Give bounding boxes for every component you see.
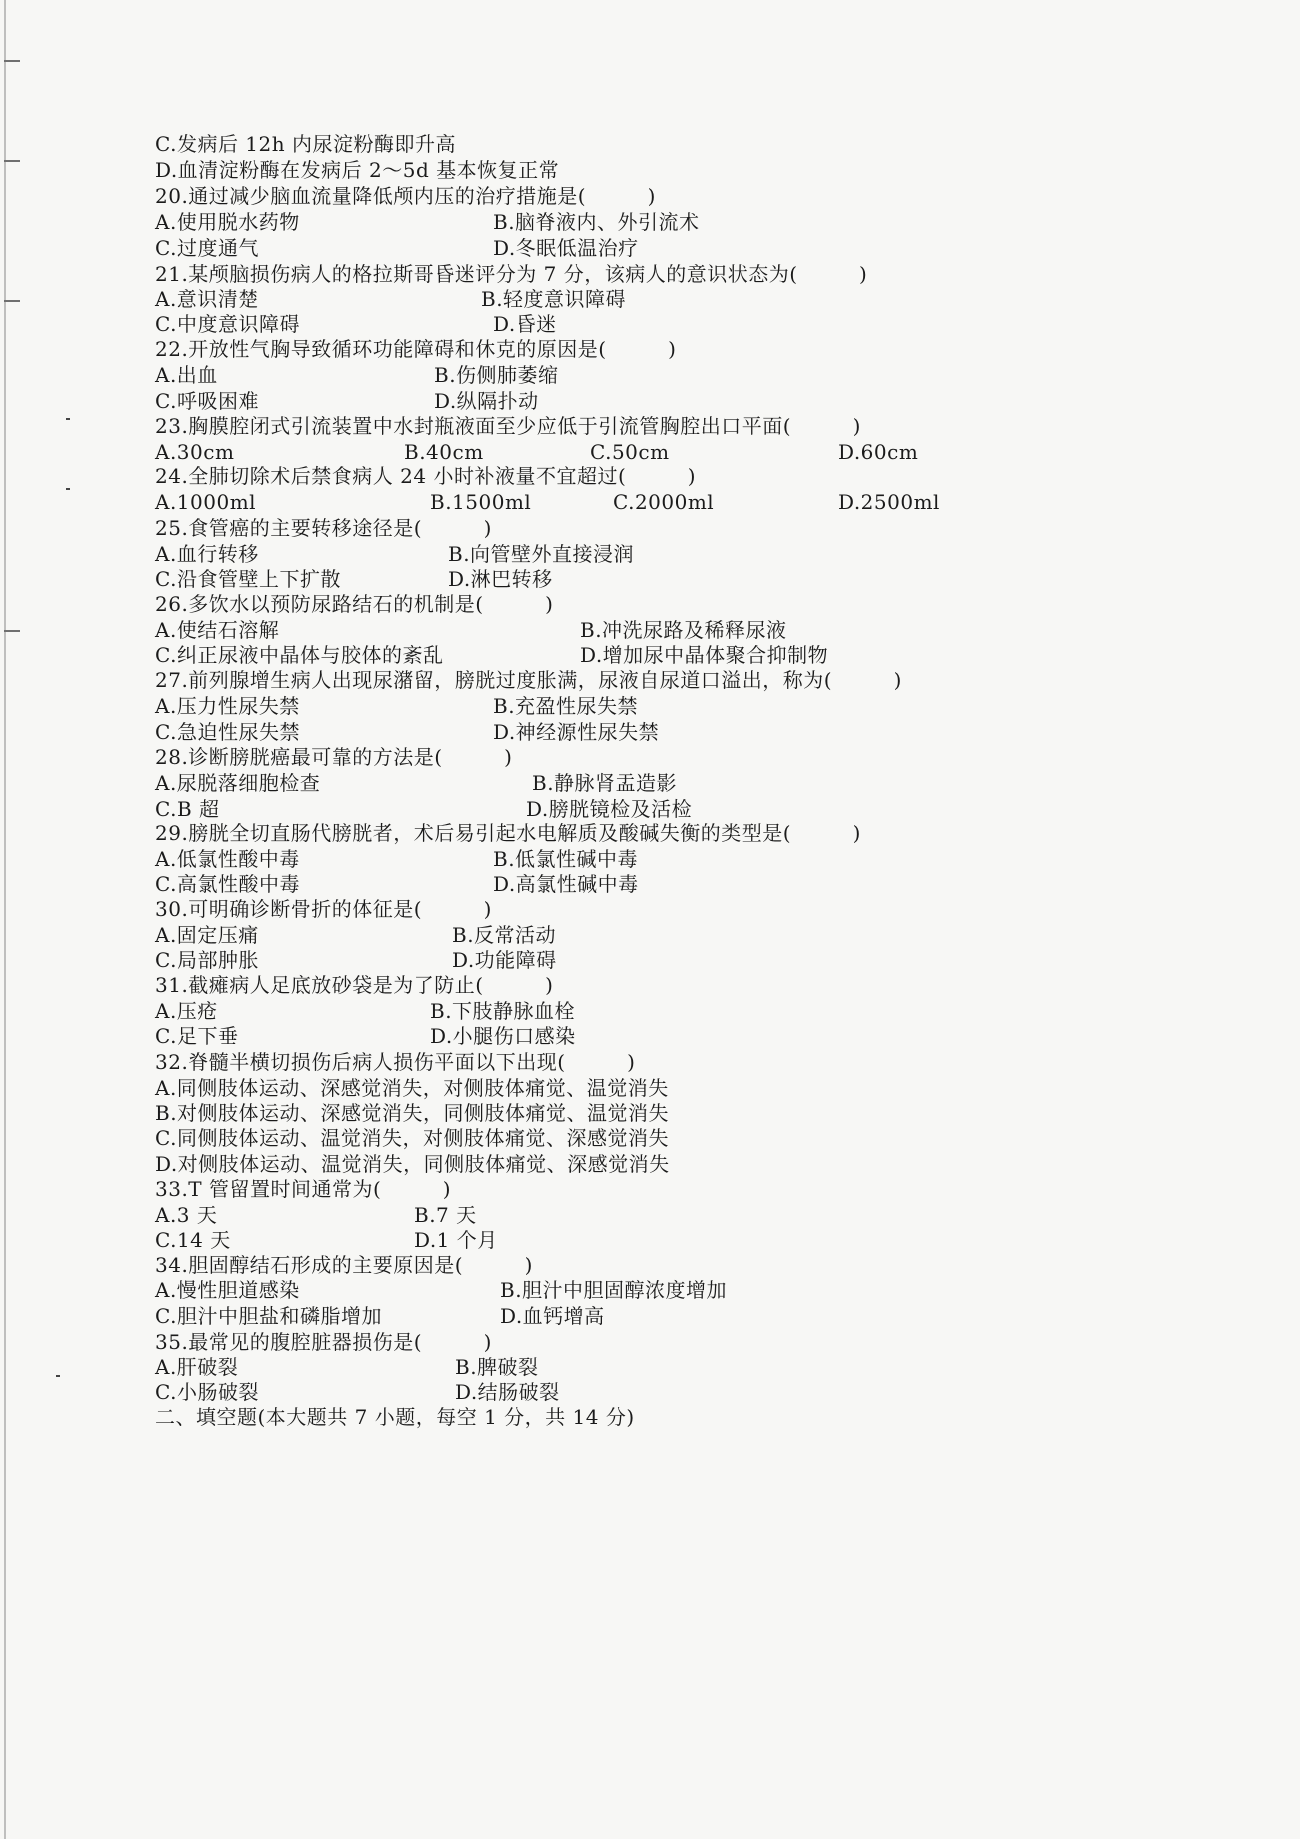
text-line: 34.胆固醇结石形成的主要原因是( ) <box>155 1253 533 1277</box>
text-line: C.小肠破裂 <box>155 1380 259 1404</box>
text-line: C.2000ml <box>613 490 715 514</box>
text-line: D.功能障碍 <box>452 948 557 972</box>
text-line: A.意识清楚 <box>155 287 259 311</box>
text-line: D.昏迷 <box>493 312 557 336</box>
text-line: C.高氯性酸中毒 <box>155 872 300 896</box>
text-line: B.胆汁中胆固醇浓度增加 <box>500 1278 728 1302</box>
text-line: C.呼吸困难 <box>155 389 259 413</box>
text-line: D.结肠破裂 <box>455 1380 560 1404</box>
text-line: 30.可明确诊断骨折的体征是( ) <box>155 897 492 921</box>
scan-speck <box>66 488 70 490</box>
text-line: A.3 天 <box>155 1203 218 1227</box>
text-line: A.低氯性酸中毒 <box>155 847 300 871</box>
text-line: A.压力性尿失禁 <box>155 694 300 718</box>
text-line: 26.多饮水以预防尿路结石的机制是( ) <box>155 592 554 616</box>
text-line: D.对侧肢体运动、温觉消失，同侧肢体痛觉、深感觉消失 <box>155 1152 670 1176</box>
text-line: C.局部肿胀 <box>155 948 259 972</box>
text-line: 32.脊髓半横切损伤后病人损伤平面以下出现( ) <box>155 1050 636 1074</box>
text-line: A.固定压痛 <box>155 923 259 947</box>
text-line: B.静脉肾盂造影 <box>532 771 678 795</box>
text-line: 21.某颅脑损伤病人的格拉斯哥昏迷评分为 7 分，该病人的意识状态为( ) <box>155 262 868 286</box>
text-line: C.纠正尿液中晶体与胶体的紊乱 <box>155 643 444 667</box>
text-line: B.7 天 <box>414 1203 477 1227</box>
text-line: 33.T 管留置时间通常为( ) <box>155 1177 452 1201</box>
text-line: C.同侧肢体运动、温觉消失，对侧肢体痛觉、深感觉消失 <box>155 1126 669 1150</box>
text-line: A.慢性胆道感染 <box>155 1278 300 1302</box>
text-line: 31.截瘫病人足底放砂袋是为了防止( ) <box>155 973 554 997</box>
text-line: A.压疮 <box>155 999 218 1023</box>
text-line: C.急迫性尿失禁 <box>155 720 300 744</box>
text-line: 22.开放性气胸导致循环功能障碍和休克的原因是( ) <box>155 337 677 361</box>
text-line: A.肝破裂 <box>155 1355 239 1379</box>
text-line: D.增加尿中晶体聚合抑制物 <box>580 643 829 667</box>
text-line: D.血钙增高 <box>500 1304 605 1328</box>
text-line: C.中度意识障碍 <box>155 312 300 336</box>
text-line: D.冬眠低温治疗 <box>493 236 639 260</box>
text-line: C.50cm <box>590 440 670 464</box>
text-line: A.使用脱水药物 <box>155 210 300 234</box>
text-line: D.神经源性尿失禁 <box>493 720 660 744</box>
text-line: C.14 天 <box>155 1228 231 1252</box>
text-line: 20.通过减少脑血流量降低颅内压的治疗措施是( ) <box>155 184 656 208</box>
text-line: D.血清淀粉酶在发病后 2～5d 基本恢复正常 <box>155 158 560 182</box>
text-line: C.胆汁中胆盐和磷脂增加 <box>155 1304 382 1328</box>
edge-mark <box>4 300 20 302</box>
text-line: B.脑脊液内、外引流术 <box>493 210 700 234</box>
text-line: D.2500ml <box>838 490 940 514</box>
text-line: B.1500ml <box>430 490 532 514</box>
text-line: A.同侧肢体运动、深感觉消失，对侧肢体痛觉、温觉消失 <box>155 1076 669 1100</box>
text-line: B.充盈性尿失禁 <box>493 694 639 718</box>
text-line: C.过度通气 <box>155 236 259 260</box>
text-line: D.1 个月 <box>414 1228 498 1252</box>
text-line: D.小腿伤口感染 <box>430 1024 576 1048</box>
text-line: D.60cm <box>838 440 919 464</box>
edge-mark <box>4 160 20 162</box>
text-line: 二、填空题(本大题共 7 小题，每空 1 分，共 14 分) <box>155 1405 635 1429</box>
text-line: D.高氯性碱中毒 <box>493 872 639 896</box>
text-line: 25.食管癌的主要转移途径是( ) <box>155 516 492 540</box>
text-line: A.30cm <box>155 440 235 464</box>
text-line: 28.诊断膀胱癌最可靠的方法是( ) <box>155 745 513 769</box>
text-line: 29.膀胱全切直肠代膀胱者，术后易引起水电解质及酸碱失衡的类型是( ) <box>155 821 861 845</box>
text-line: B.下肢静脉血栓 <box>430 999 576 1023</box>
text-line: D.纵隔扑动 <box>434 389 539 413</box>
scan-speck <box>56 1375 60 1377</box>
edge-mark <box>4 60 20 62</box>
text-line: A.尿脱落细胞检查 <box>155 771 321 795</box>
text-line: B.40cm <box>404 440 484 464</box>
text-line: D.淋巴转移 <box>448 567 553 591</box>
text-line: 35.最常见的腹腔脏器损伤是( ) <box>155 1330 492 1354</box>
text-line: 24.全肺切除术后禁食病人 24 小时补液量不宜超过( ) <box>155 464 697 488</box>
text-line: A.1000ml <box>155 490 257 514</box>
text-line: B.低氯性碱中毒 <box>493 847 639 871</box>
text-line: 23.胸膜腔闭式引流装置中水封瓶液面至少应低于引流管胸腔出口平面( ) <box>155 414 861 438</box>
text-line: C.B 超 <box>155 797 220 821</box>
text-line: B.反常活动 <box>452 923 557 947</box>
text-line: B.对侧肢体运动、深感觉消失，同侧肢体痛觉、温觉消失 <box>155 1101 670 1125</box>
text-line: B.轻度意识障碍 <box>481 287 627 311</box>
text-line: D.膀胱镜检及活检 <box>526 797 693 821</box>
text-line: C.发病后 12h 内尿淀粉酶即升高 <box>155 132 456 156</box>
binding-edge <box>4 0 20 1839</box>
edge-mark <box>4 630 20 632</box>
text-line: A.血行转移 <box>155 542 259 566</box>
text-line: B.伤侧肺萎缩 <box>434 363 559 387</box>
text-line: B.向管壁外直接浸润 <box>448 542 635 566</box>
text-line: C.沿食管壁上下扩散 <box>155 567 341 591</box>
text-line: A.使结石溶解 <box>155 618 280 642</box>
text-line: B.冲洗尿路及稀释尿液 <box>580 618 787 642</box>
text-line: C.足下垂 <box>155 1024 239 1048</box>
text-line: B.脾破裂 <box>455 1355 539 1379</box>
text-line: 27.前列腺增生病人出现尿潴留，膀胱过度胀满，尿液自尿道口溢出，称为( ) <box>155 668 902 692</box>
scan-speck <box>66 418 70 420</box>
text-line: A.出血 <box>155 363 218 387</box>
